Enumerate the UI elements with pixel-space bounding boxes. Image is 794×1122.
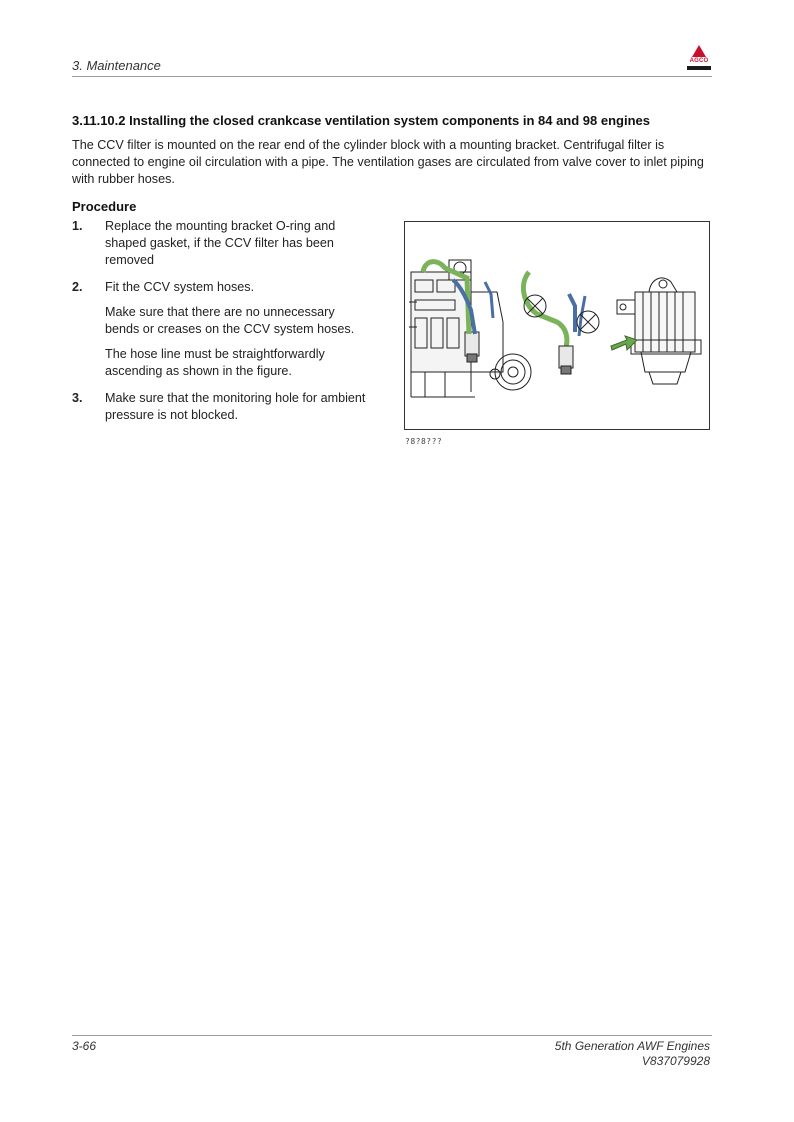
figure-id: ?8?8??? — [405, 437, 443, 446]
step-note: Make sure that there are no unnecessary bends or creases on the CCV system hoses. — [105, 305, 355, 336]
step-number: 1. — [72, 219, 83, 233]
page-number: 3-66 — [72, 1039, 97, 1053]
hose-routing-detail — [523, 272, 599, 374]
logo-text: AGCO — [689, 58, 709, 64]
doc-code: V837079928 — [641, 1054, 710, 1068]
step-3 — [72, 390, 372, 424]
step-number: 3. — [72, 391, 83, 405]
step-2 — [72, 279, 372, 380]
section-title: 3. Maintenance — [72, 58, 161, 73]
ccv-installation-figure — [404, 221, 710, 430]
doc-title: 5th Generation AWF Engines — [554, 1039, 710, 1053]
header-divider — [72, 76, 712, 77]
procedure-heading: Procedure — [72, 199, 137, 214]
agco-logo — [686, 45, 712, 73]
logo-triangle-icon — [692, 45, 706, 57]
page-header — [72, 57, 712, 77]
logo-bar — [687, 66, 711, 70]
ccv-illustration — [405, 222, 709, 429]
footer-doc-info — [555, 1039, 710, 1069]
section-heading: 3.11.10.2 Installing the closed crankcase ventilation system components in 84 and 98 engines — [72, 113, 650, 128]
step-1 — [72, 218, 372, 269]
ccv-filter-drawing — [617, 278, 701, 384]
intro-paragraph: The CCV filter is mounted on the rear end of the cylinder block with a mounting bracket. Centrifugal filter is connected to engine oil circulation with a pipe. The ventilation gases are circulated from valve cover to inlet piping with rubber hoses. — [72, 138, 704, 186]
footer-divider — [72, 1035, 712, 1036]
step-text: Make sure that the monitoring hole for ambient pressure is not blocked. — [105, 391, 366, 422]
arrow-icon — [611, 336, 637, 350]
step-text: Replace the mounting bracket O-ring and shaped gasket, if the CCV filter has been removed — [105, 219, 336, 267]
step-number: 2. — [72, 280, 83, 294]
procedure-steps — [72, 218, 372, 434]
step-note: The hose line must be straightforwardly ascending as shown in the figure. — [105, 347, 325, 378]
step-text: Fit the CCV system hoses. — [105, 280, 255, 294]
